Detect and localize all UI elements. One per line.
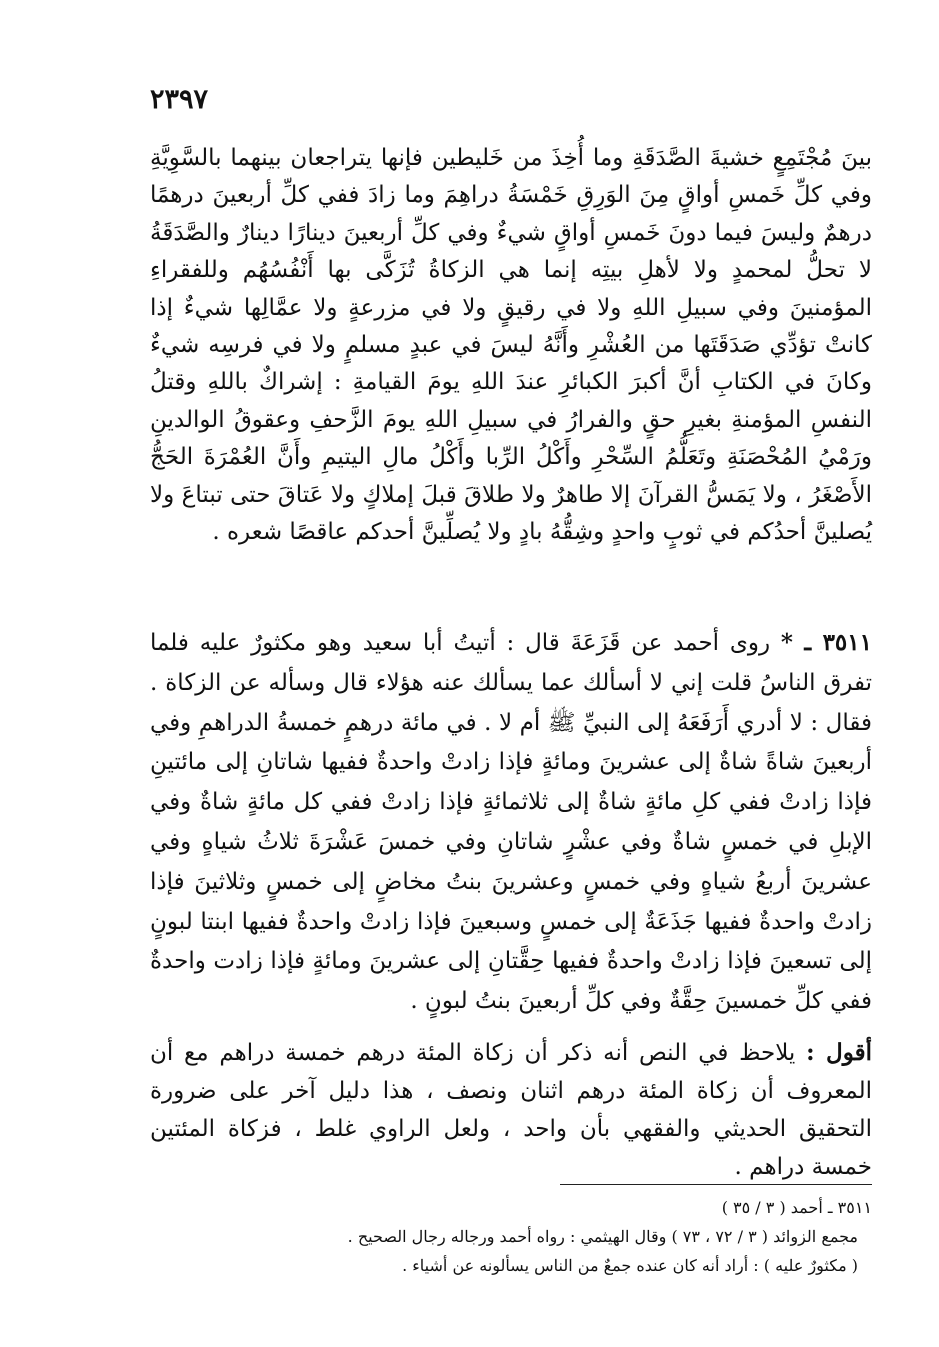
comment-body: [150, 1034, 872, 1186]
footnote-source: ٣٥١١ ـ أحمد ( ٣ / ٣٥ ): [721, 1198, 872, 1217]
author-comment: [150, 1034, 872, 1186]
footnote-zawaid: مجمع الزوائد ( ٣ / ٧٢ ، ٧٣ ) وقال الهيثمي : رواه أحمد ورجاله رجال الصحيح .: [347, 1227, 858, 1246]
comment-text: يلاحظ في النص أنه ذكر أن زكاة المئة درهم خمسة دراهم مع أن المعروف أن زكاة المئة درهم اثنان ونصف ، هذا دليل آخر على ضرورة التحقيق الحديثي والفقهي بأن واحد ، ولعل الراوي غلط ، فزكاة المئتين خمسة دراهم .: [150, 1040, 872, 1180]
page-number: ٢٣٩٧: [150, 84, 209, 115]
paragraph-continued: [150, 140, 872, 551]
hadith-text: روى أحمد عن قَزَعَةَ قال : أتيتُ أبا سعيد وهو مكثورٌ عليه فلما تفرق الناسُ قلت إني لا أسألك عما يسألك عنه هؤلاء قال وسأله عن الزكاة . فقال : لا أدري أَرَفَعَهُ إلى النبيِّ ﷺ أم لا . في مائة درهمٍ خمسةُ الدراهمِ وفي أربعينَ شاةً شاةٌ إلى عشرينَ ومائةٍ فإذا زادتْ واحدةٌ ففيها شاتانِ إلى مائتينِ فإذا زادتْ ففي كلِ مائةٍ شاةٌ إلى ثلاثمائةٍ فإذا زادتْ ففي كل مائةٍ شاةٌ وفي الإبلِ في خمسٍ شاةٌ وفي عشْرٍ شاتانِ وفي خمسَ عَشْرَةَ ثلاثُ شياهٍ وفي عشرينَ أربعُ شياهٍ وفي خمسٍ وعشرينَ بنتُ مخاضٍ إلى خمسٍ وثلاثينَ فإذا زادتْ واحدةٌ ففيها جَذَعَةٌ إلى خمسٍ وسبعينَ فإذا زادتْ واحدةٌ ففيها ابنتا لبونٍ إلى تسعينَ فإذا زادتْ واحدةٌ ففيها حِقَّتانِ إلى عشرينَ ومائةٍ فإذا زادت واحدةٌ ففي كلِّ خمسينَ حِقَّةٌ وفي كلِّ أربعينَ بنتُ لبونٍ .: [150, 630, 872, 1015]
hadith-body: [150, 623, 872, 1022]
footnote-gloss: ( مكثورٌ عليه ) : أراد أنه كان عنده جمعٌ من الناس يسألونه عن أشياء .: [402, 1256, 858, 1275]
hadith-number: ٣٥١١ ـ *: [780, 629, 872, 656]
paragraph-text: بينَ مُجْتَمِعٍ خشيةَ الصَّدَقَةِ وما أُخِذَ من خَليطين فإنها يتراجعان بينهما بالسَّوِيَّةِ وفي كلِّ خَمسِ أواقٍ مِنَ الوَرِقِ خَمْسَةُ دراهِمَ وما زادَ ففي كلِّ أربعينَ درهمًا درهمٌ وليسَ فيما دونَ خَمسِ أواقٍ شيءٌ وفي كلِّ أربعينَ دينارًا دينارٌ والصَّدَقَةُ لا تحلُّ لمحمدٍ ولا لأهلِ بيتِه إنما هي الزكاةُ تُزَكَّى بها أَنْفُسُهُم وللفقراءِ المؤمنينَ وفي سبيلِ اللهِ ولا في رقيقٍ ولا في مزرعةٍ ولا عمَّالِها شيءٌ إذا كانتْ تؤدِّي صَدَقَتَها من العُشْرِ وأَنَّهُ ليسَ في عبدٍ مسلمٍ ولا في فرسِه شيءٌ وكانَ في الكتابِ أنَّ أكبرَ الكبائرِ عندَ اللهِ يومَ القيامةِ : إشراكٌ باللهِ وقتلُ النفسِ المؤمنةِ بغيرِ حقٍ والفرارُ في سبيلِ اللهِ يومَ الزَّحفِ وعقوقُ الوالدينِ ورَمْيُ المُحْصَنَةِ وتَعَلُّمُ السِّحْرِ وأَكْلُ الرِّبا وأَكْلُ مالِ اليتيمِ وأَنَّ العُمْرَةَ الحَجُّ الأَصْغَرُ ، ولا يَمَسُّ القرآنَ إلا طاهرٌ ولا طلاقَ قبلَ إملاكٍ ولا عَتاقَ حتى تبتاعَ ولا يُصلينَّ أحدُكم في ثوبٍ واحدٍ وشِقُّهُ بادٍ ولا يُصلِّينَّ أحدكم عاقصًا شعره .: [150, 145, 872, 546]
footnotes: [150, 1193, 872, 1280]
comment-lead: أقول :: [806, 1039, 873, 1066]
footnote-divider: [560, 1184, 872, 1185]
hadith-paragraph: [150, 623, 872, 1022]
